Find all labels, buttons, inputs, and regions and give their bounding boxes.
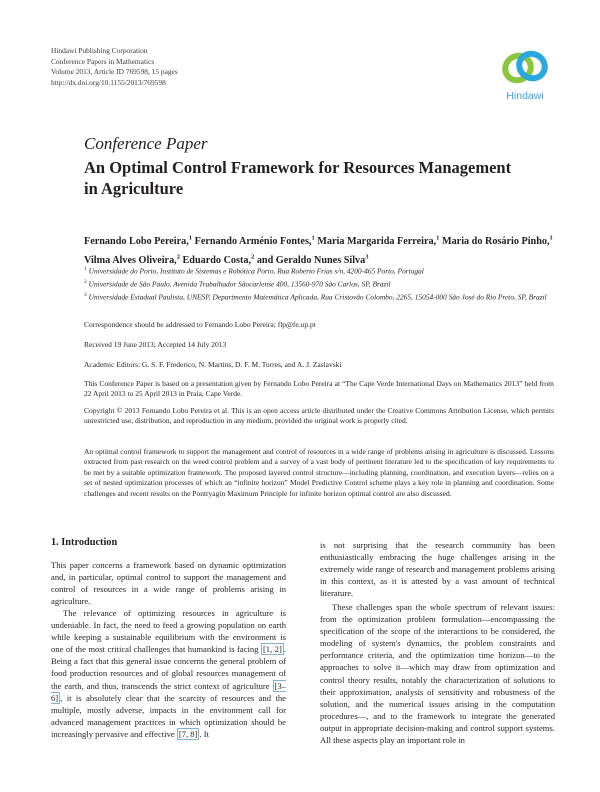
academic-editors: Academic Editors: G. S. F. Frederico, N. Martins, D. F. M. Torres, and A. J. Zaslavski	[84, 360, 342, 369]
author: Fernando Arménio Fontes,$^1$	[194, 235, 315, 248]
left-column	[51, 537, 286, 740]
received-accepted-dates: Received 19 June 2013; Accepted 14 July 2013	[84, 340, 227, 349]
conference-note: This Conference Paper is based on a presentation given by Fernando Lobo Pereira at “The Cape Verde International Days on Mathematics 2013” held from 22 April 2013 to 25 April 2013 in Praia, Cape Verde.	[84, 379, 554, 399]
paragraph: is not surprising that the research community has been enthusiastically embracing the huge challenges arising in the extremely wide range of research and management problems arising in this context, as it is attested by a vast amount of technical literature.	[320, 540, 555, 599]
affiliation-list	[84, 264, 554, 304]
hindawi-logo	[497, 44, 553, 112]
journal-publisher: Hindawi Publishing Corporation	[51, 46, 148, 55]
paragraph: This paper concerns a framework based on dynamic optimization and, in particular, optimal control to support the management and control of resources in a wide range of problems arising in agriculture.	[51, 560, 286, 607]
author: Maria Margarida Ferreira,$^1$	[317, 235, 440, 248]
doi-link[interactable]: http://dx.doi.org/10.1155/2013/769598	[51, 77, 166, 87]
paragraph: These challenges span the whole spectrum of relevant issues: from the optimization problem formulation—encompassing the specification of the scope of the interactions to be considered, the modeling of system's dynamics, the problem constraints and performance criteria, and the optimization time horizon—to the approaches to solve it—which may draw from optimization and control theory results, notably the characterization of solutions to their approximation, analysis of sensitivity and robustness of the solution, and the numerical issues arising in the computation procedures—, and to the framework to integrate the generated output in appropriate decision-making and control support systems. All these aspects play an important role in	[320, 602, 555, 745]
citation-link[interactable]: [7, 8]	[178, 728, 198, 739]
abstract: An optimal control framework to support the management and control of resources in a wide range of problems arising in agriculture is discussed. Lessons extracted from past research on the weed control problem and a survey of a vast body of pertinent literature led to the specification of key requirements to be met by a suitable optimization framework. The proposed layered control structure—including planning, coordination, and execution layers—relies on a set of nested optimization processes of which an “infinite horizon” Model Predictive Control scheme plays a key role in planning and coordination. Some challenges and recent results on the Pontryagin Maximum Principle for infinite horizon optimal control are also discussed.	[84, 447, 554, 498]
journal-name: Conference Papers in Mathematics	[51, 56, 155, 66]
affiliation: $^1$ Universidade do Porto, Instituto de Sistemas e Robótica Porto, Rua Roberto Frias s/n, 4200-465 Porto, Portugal	[84, 266, 424, 276]
author: Vilma Alves Oliveira,$^2$	[84, 253, 180, 267]
paper-type: Conference Paper	[84, 134, 208, 153]
author: Fernando Lobo Pereira,$^1$	[84, 235, 193, 248]
author: Eduardo Costa,$^2$	[182, 253, 255, 267]
section-heading: 1. Introduction	[51, 537, 118, 548]
paper-title: An Optimal Control Framework for Resources Management in Agriculture	[84, 158, 512, 198]
affiliation: $^2$ Universidade de São Paulo, Avenida Trabalhador Sãocarlense 400, 13560-970 São Carlos, SP, Brazil	[84, 279, 391, 289]
journal-header	[51, 46, 178, 88]
hindawi-logo-mark	[497, 44, 553, 90]
hindawi-logo-text: Hindawi	[506, 90, 544, 102]
author: Maria do Rosário Pinho,$^1$	[441, 235, 553, 248]
citation-link[interactable]: [3–6]	[51, 680, 286, 703]
journal-volume: Volume 2013, Article ID 769598, 15 pages	[51, 67, 178, 77]
correspondence: Correspondence should be addressed to Fernando Lobo Pereira; flp@fe.up.pt	[84, 320, 316, 329]
paragraph: The relevance of optimizing resources in agriculture is undeniable. In fact, the need to feed a growing population on earth while keeping a sustainable equilibrium with the environment is one of the most critical challenges that humankind is facing [1, 2] . Being a fact that this general issue concerns the general problem of food production resources and of global resources management of the earth, and thus, transcends the strict context of agriculture [3–6] , it is absolutely clear that the scarcity of resources and the multiple, mostly adverse, impacts in the environment call for advanced management practices in which optimization should be increasingly pervasive and effective [7, 8] . It	[51, 608, 286, 739]
right-column	[320, 539, 555, 746]
author: and Geraldo Nunes Silva$^3$	[256, 253, 369, 267]
citation-link[interactable]: [1, 2]	[262, 644, 282, 655]
affiliation: $^3$ Universidade Estadual Paulista, UNESP, Departmento Matemática Aplicada, Rua Cristovão Colombo, 2265, 15054-000 São José do Rio Preto, SP, Brazil	[84, 292, 547, 302]
copyright-notice: Copyright © 2013 Fernando Lobo Pereira et al. This is an open access article distributed under the Creative Commons Attribution License, which permits unrestricted use, distribution, and reproduction in any medium, provided the original work is properly cited.	[84, 406, 554, 426]
